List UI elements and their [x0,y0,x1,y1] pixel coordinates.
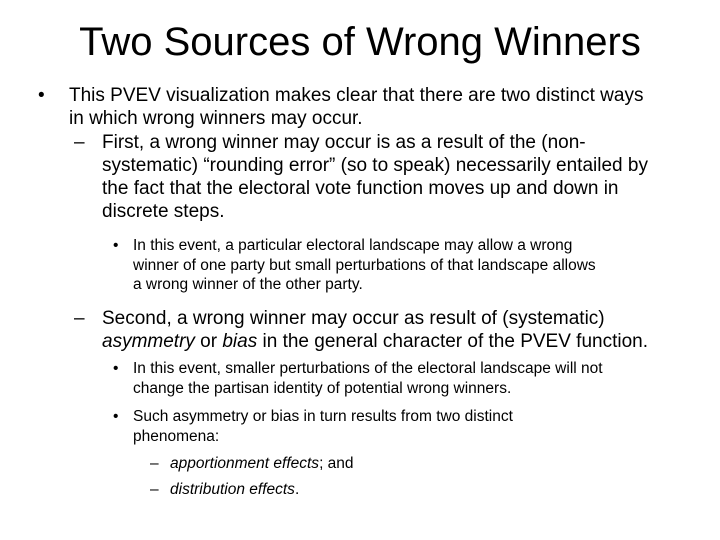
text-fragment: or [194,331,223,352]
text-line: phenomena: [133,427,220,445]
text-line: a wrong winner of the other party. [133,276,363,293]
text-line: First, a wrong winner may occur is as a result of the (non- [102,132,586,153]
effect-distribution [170,480,299,500]
text-line: in which wrong winners may occur. [69,108,363,129]
detail-asymmetry [133,407,513,446]
subpoint-second [102,307,648,353]
text-line: systematic) “rounding error” (so to speak) necessarily entailed by [102,155,648,176]
text-line: In this event, smaller perturbations of the electoral landscape will not [133,360,603,377]
text-line: change the partisan identity of potential wrong winners. [133,379,512,397]
bullet-marker: • [113,408,119,425]
emphasis-distribution: distribution effects [170,481,295,498]
text-line: Such asymmetry or bias in turn results from two distinct [133,408,513,425]
bullet-marker: • [38,85,45,106]
dash-marker: – [150,481,159,498]
text-line: the fact that the electoral vote function moves up and down in [102,178,619,199]
dash-marker: – [74,308,85,329]
subpoint-first [102,131,648,223]
emphasis-asymmetry: asymmetry [102,331,195,352]
emphasis-bias: bias [222,331,258,352]
text-line: Second, a wrong winner may occur as result of (systematic) [102,308,605,329]
bullet-marker: • [113,237,119,254]
slide-title: Two Sources of Wrong Winners [79,20,641,64]
text-line: winner of one party but small perturbations of that landscape allows [133,256,596,274]
emphasis-apportionment: apportionment effects [170,455,320,472]
detail-second [133,359,603,398]
bullet-marker: • [113,360,119,377]
text-line: discrete steps. [102,201,225,222]
bullet-intro [69,84,643,130]
text-fragment: in the general character of the PVEV function. [257,331,649,352]
text-line: In this event, a particular electoral landscape may allow a wrong [133,237,573,254]
text-line [170,480,299,500]
dash-marker: – [150,455,159,472]
dash-marker: – [74,132,85,153]
effect-apportionment [170,454,354,474]
text-line [170,454,354,474]
text-line: This PVEV visualization makes clear that there are two distinct ways [69,85,644,106]
text-line [102,330,648,353]
text-fragment: ; and [319,455,354,472]
text-fragment: . [294,481,300,498]
detail-first [133,236,596,295]
